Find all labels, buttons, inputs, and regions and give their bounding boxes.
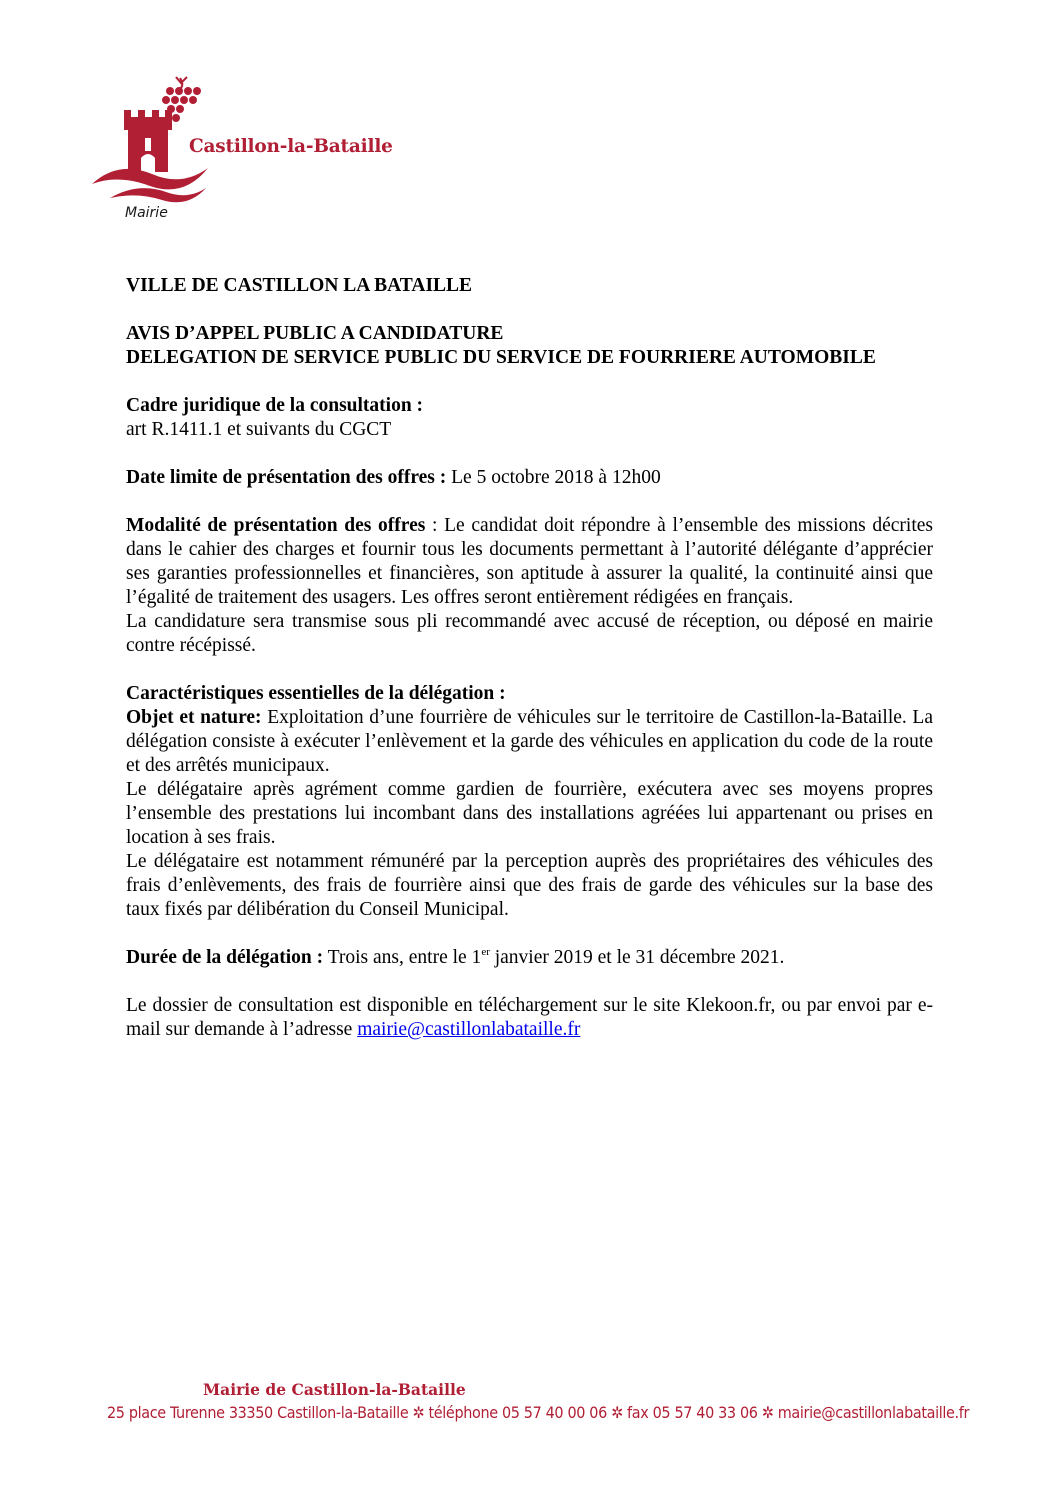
heading-delegation: DELEGATION DE SERVICE PUBLIC DU SERVICE DE FOURRIERE AUTOMOBILE: [126, 347, 876, 368]
footer-title: Mairie de Castillon-la-Bataille: [203, 1380, 466, 1399]
modalite-label: Modalité de présentation des offres: [126, 515, 426, 536]
brand-subtitle: Mairie: [125, 205, 168, 221]
duree-text-end: janvier 2019 et le 31 décembre 2021.: [489, 947, 785, 968]
document-body: [126, 274, 933, 1042]
modalite-text: : Le candidat doit répondre à l’ensemble des missions décrites dans le cahier des charges et fournir tous les documents permettant à l’autorité délégante d’apprécier ses garanties professionnelles et financières, son aptitude à assurer la qualité, la continuité ainsi que l’égalité de traitement des usagers. Les offres seront entièrement rédigées en français.: [126, 515, 933, 608]
date-label: Date limite de présentation des offres :: [126, 467, 447, 488]
dossier-text: Le dossier de consultation est disponible en téléchargement sur le site Klekoon.fr, ou par envoi par e-mail sur demande à l’adresse: [126, 995, 933, 1040]
city-title: VILLE DE CASTILLON LA BATAILLE: [126, 275, 473, 296]
castillon-logo: [88, 74, 418, 234]
date-text: Le 5 octobre 2018 à 12h00: [446, 467, 661, 488]
heading-avis: AVIS D’APPEL PUBLIC A CANDIDATURE: [126, 323, 504, 344]
cadre-text: art R.1411.1 et suivants du CGCT: [126, 419, 392, 440]
duree-superscript: er: [481, 946, 490, 958]
objet-label: Objet et nature:: [126, 707, 262, 728]
objet-text: Exploitation d’une fourrière de véhicules sur le territoire de Castillon-la-Bataille. La délégation consiste à exécuter l’enlèvement et la garde des véhicules en application du code de la route et des arrêtés municipaux.: [126, 707, 933, 776]
duree-text-start: Trois ans, entre le 1: [323, 947, 482, 968]
duree-label: Durée de la délégation :: [126, 947, 324, 968]
cadre-label: Cadre juridique de la consultation :: [126, 395, 424, 416]
email-link[interactable]: mairie@castillonlabataille.fr: [357, 1019, 581, 1040]
candidature-text: La candidature sera transmise sous pli recommandé avec accusé de réception, ou déposé en mairie contre récépissé.: [126, 611, 933, 656]
caracteristiques-label: Caractéristiques essentielles de la délégation :: [126, 683, 506, 704]
delegataire-paragraph-1: Le délégataire après agrément comme gardien de fourrière, exécutera avec ses moyens propres l’ensemble des prestations lui incombant dans des installations agréées lui appartenant ou prises en location à ses frais.: [126, 779, 933, 848]
brand-name: Castillon-la-Bataille: [189, 136, 393, 157]
delegataire-paragraph-2: Le délégataire est notamment rémunéré par la perception auprès des propriétaires des véhicules des frais d’enlèvements, des frais de fourrière ainsi que des frais de garde des véhicules sur la base des taux fixés par délibération du Conseil Municipal.: [126, 851, 933, 920]
footer-address: 25 place Turenne 33350 Castillon-la-Bataille ✲ téléphone 05 57 40 00 06 ✲ fax 05 57 40 33 06 ✲ mairie@castillonlabataille.fr: [107, 1403, 970, 1422]
